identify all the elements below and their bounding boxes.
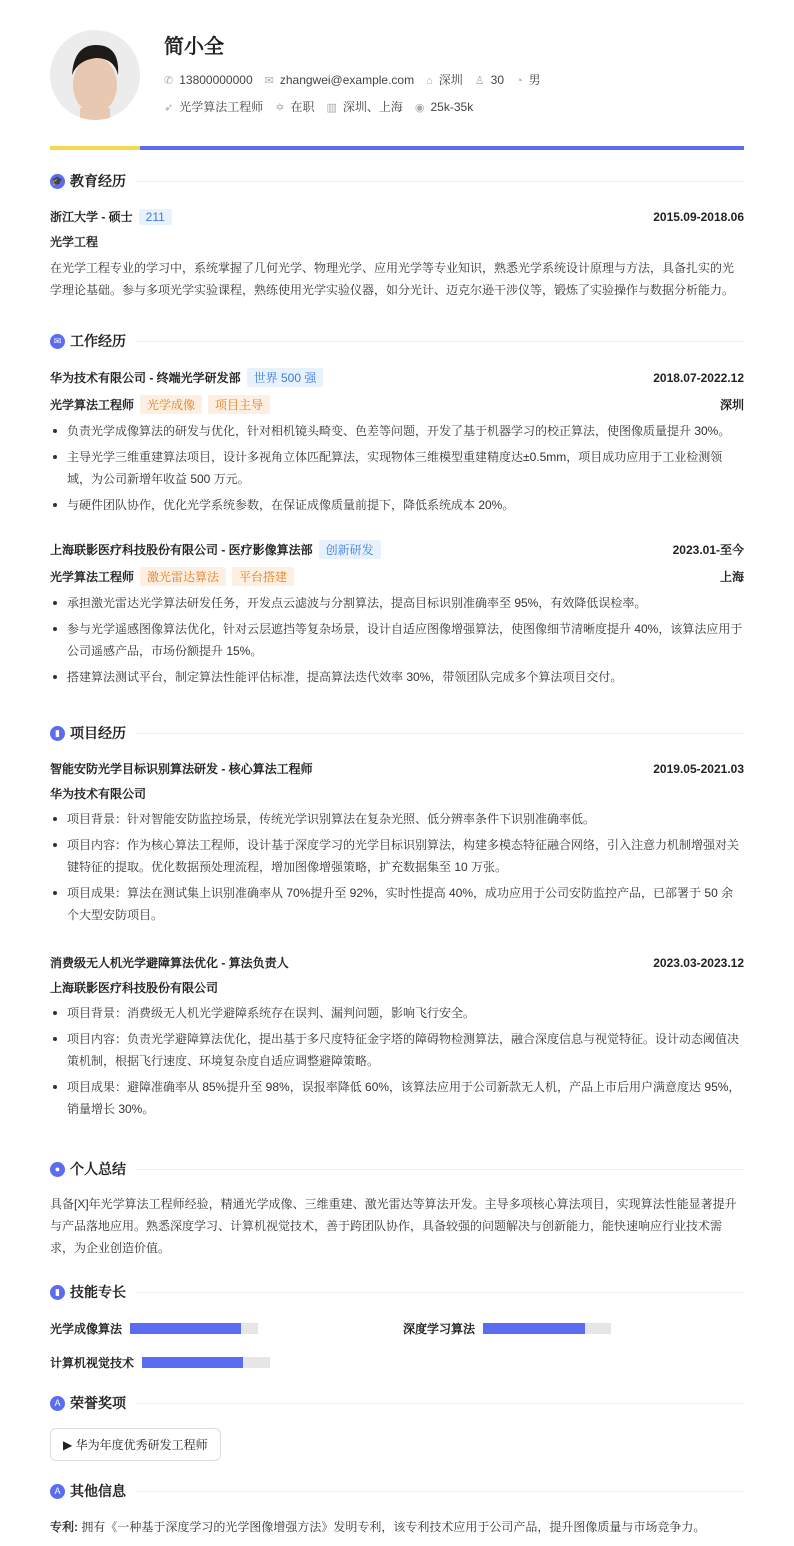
skill-level-fill [130,1323,241,1334]
salary-icon: ◉ [414,101,425,114]
chart-icon: ▮ [50,1285,65,1300]
tag: 创新研发 [319,540,381,559]
education-entry: 浙江大学 - 硕士 211 2015.09-2018.06 光学工程 在光学工程专业的学习中，系统掌握了几何光学、物理光学、应用光学等专业知识，熟悉光学系统设计原理与方法，具备扎实的光学理论基础。参与多项光学实验课程，熟练使用光学实验仪器，如分光计、迈克尔逊干涉仪等，锻炼了实验操作与数据分析能力。 [50,209,744,297]
bullet-item: 项目背景：消费级无人机光学避障系统存在误判、漏判问题，影响飞行安全。 [50,1002,744,1024]
building-icon: ▥ [326,102,337,114]
project-entry: 消费级无人机光学避障算法优化 - 算法负责人 2023.03-2023.12 上海联影医疗科技股份有限公司 项目背景：消费级无人机光学避障系统存在误判、漏判问题，影响飞行安全。 项目内容：负责光学避障算法优化，提出基于多尺度特征金字塔的障碍物检测算法，融合深度信息与视觉特征。设计动态阈值决策机制，根据飞行速度、环境复杂度自适应调整避障策略。 项目成果：避障准确率从 85%提升至 98%，误报率降低 60%，该算法应用于公司新款无人机，产品上市后用户满意度达 95%，销量增长 30%。 [50,954,744,1124]
mail-icon: ✉ [264,74,274,87]
skill-item: 深度学习算法 [403,1320,611,1337]
target-cities: 深圳、上海 [342,100,403,114]
avatar [50,30,140,120]
tag: 光学成像 [140,395,202,414]
triangle-icon: ▶ [63,1438,73,1452]
status-icon: ✡ [275,102,285,114]
section-summary: ● 个人总结 [50,1159,744,1179]
briefcase-icon: ✉ [50,334,65,349]
info-icon: A [50,1484,65,1499]
skill-item: 光学成像算法 [50,1320,258,1337]
bullet-item: 项目成果：算法在测试集上识别准确率从 70%提升至 92%，实时性提高 40%，成功应用于公司安防监控产品，已部署于 50 余个大型安防项目。 [50,882,744,926]
section-awards: A 荣誉奖项 [50,1393,744,1413]
chart-icon: ▮ [50,726,65,741]
phone: 13800000000 [179,72,253,87]
age-icon: ♙ [474,74,485,87]
email: zhangwei@example.com [279,72,415,87]
bullet-item: 参与光学遥感图像算法优化，针对云层遮挡等复杂场景，设计自适应图像增强算法，使图像细节清晰度提升 40%，该算法应用于公司遥感产品，市场份额提升 15%。 [50,618,744,662]
section-skills: ▮ 技能专长 [50,1282,744,1302]
home-icon: ⌂ [426,75,433,87]
tag: 激光雷达算法 [140,567,226,586]
award-icon: A [50,1396,65,1411]
project-entry: 智能安防光学目标识别算法研发 - 核心算法工程师 2019.05-2021.03 华为技术有限公司 项目背景：针对智能安防监控场景，传统光学识别算法在复杂光照、低分辨率条件下识别准确率低。 项目内容：作为核心算法工程师，设计基于深度学习的光学目标识别算法，构建多模态特征融合网络，引入注意力机制增强对关键特征的提取。优化数据预处理流程，增加图像增强策略，扩充数据集至 10 万张。 项目成果：算法在测试集上识别准确率从 70%提升至 92%，实时性提高 40%，成功应用于公司安防监控产品，已部署于 50 余个大型安防项目。 [50,760,744,930]
user-icon: ● [50,1162,65,1177]
other-info: 专利: 拥有《一种基于深度学习的光学图像增强方法》发明专利，该专利技术应用于公司产品，提升图像质量与市场竞争力。 [50,1520,706,1534]
section-education: 🎓 教育经历 [50,171,744,191]
section-projects: ▮ 项目经历 [50,723,744,743]
work-entry: 华为技术有限公司 - 终端光学研发部 世界 500 强 2018.07-2022.12 光学算法工程师 光学成像 项目主导 深圳 负责光学成像算法的研发与优化，针对相机镜头畸变、色差等问题，开发了基于机器学习的校正算法，使图像质量提升 30%。 主导光学三维重建算法项目，设计多视角立体匹配算法，实现物体三维模型重建精度达±0.5mm，项目成功应用于工业检测领域，为公司新增年收益 500 万元。 与硬件团队协作，优化光学系统参数，在保证成像质量前提下，降低系统成本 20%。 [50,368,744,520]
bullet-item: 与硬件团队协作，优化光学系统参数，在保证成像质量前提下，降低系统成本 20%。 [50,494,744,516]
work-entry: 上海联影医疗科技股份有限公司 - 医疗影像算法部 创新研发 2023.01-至今 光学算法工程师 激光雷达算法 平台搭建 上海 承担激光雷达光学算法研发任务，开发点云滤波与分割算法，提高目标识别准确率至 95%，有效降低误检率。 参与光学遥感图像算法优化，针对云层遮挡等复杂场景，设计自适应图像增强算法，使图像细节清晰度提升 40%，该算法应用于公司遥感产品，市场份额提升 15%。 搭建算法测试平台，制定算法性能评估标准，提高算法迭代效率 30%，带领团队完成多个算法项目交付。 [50,540,744,692]
tag: 平台搭建 [232,567,294,586]
bullet-item: 项目内容：负责光学避障算法优化，提出基于多尺度特征金字塔的障碍物检测算法，融合深度信息与视觉特征。设计动态阈值决策机制，根据飞行速度、环境复杂度自适应调整避障策略。 [50,1028,744,1072]
city: 深圳 [438,73,463,87]
candidate-name: 简小全 [164,36,224,58]
bullet-item: 搭建算法测试平台，制定算法性能评估标准，提高算法迭代效率 30%，带领团队完成多个算法项目交付。 [50,666,744,688]
gender-icon: ◔ [516,75,523,87]
skill-level-fill [142,1357,243,1368]
send-icon: ➶ [164,102,174,114]
position: 光学算法工程师 [179,100,264,114]
profile-header [50,30,744,150]
gender: 男 [528,73,541,87]
bullet-item: 承担激光雷达光学算法研发任务，开发点云滤波与分割算法，提高目标识别准确率至 95%，有效降低误检率。 [50,592,744,614]
header-divider [50,146,744,150]
bullet-item: 主导光学三维重建算法项目，设计多视角立体匹配算法，实现物体三维模型重建精度达±0.5mm，项目成功应用于工业检测领域，为公司新增年收益 500 万元。 [50,446,744,490]
bullet-item: 负责光学成像算法的研发与优化，针对相机镜头畸变、色差等问题，开发了基于机器学习的校正算法，使图像质量提升 30%。 [50,420,744,442]
tag: 211 [139,209,172,225]
bullet-item: 项目内容：作为核心算法工程师，设计基于深度学习的光学目标识别算法，构建多模态特征融合网络，引入注意力机制增强对关键特征的提取。优化数据预处理流程，增加图像增强策略，扩充数据集至 10 万张。 [50,834,744,878]
section-other: A 其他信息 [50,1481,744,1501]
salary: 25k-35k [430,99,474,114]
graduation-icon: 🎓 [50,174,65,189]
skill-level-fill [483,1323,585,1334]
phone-icon: ✆ [164,74,174,87]
status: 在职 [290,100,315,114]
section-work: ✉ 工作经历 [50,331,744,351]
bullet-item: 项目成果：避障准确率从 85%提升至 98%，误报率降低 60%，该算法应用于公司新款无人机，产品上市后用户满意度达 95%，销量增长 30%。 [50,1076,744,1120]
summary-text: 具备[X]年光学算法工程师经验，精通光学成像、三维重建、激光雷达等算法开发。主导多项核心算法项目，实现算法性能显著提升与产品落地应用。熟悉深度学习、计算机视觉技术，善于跨团队协作，具备较强的问题解决与创新能力，能快速响应行业技术需求，为企业创造价值。 [50,1197,737,1255]
award-item[interactable]: ▶ 华为年度优秀研发工程师 [50,1428,221,1461]
age: 30 [490,72,505,87]
skill-item: 计算机视觉技术 [50,1354,270,1371]
tag: 项目主导 [208,395,270,414]
bullet-item: 项目背景：针对智能安防监控场景，传统光学识别算法在复杂光照、低分辨率条件下识别准确率低。 [50,808,744,830]
tag: 世界 500 强 [247,368,324,387]
